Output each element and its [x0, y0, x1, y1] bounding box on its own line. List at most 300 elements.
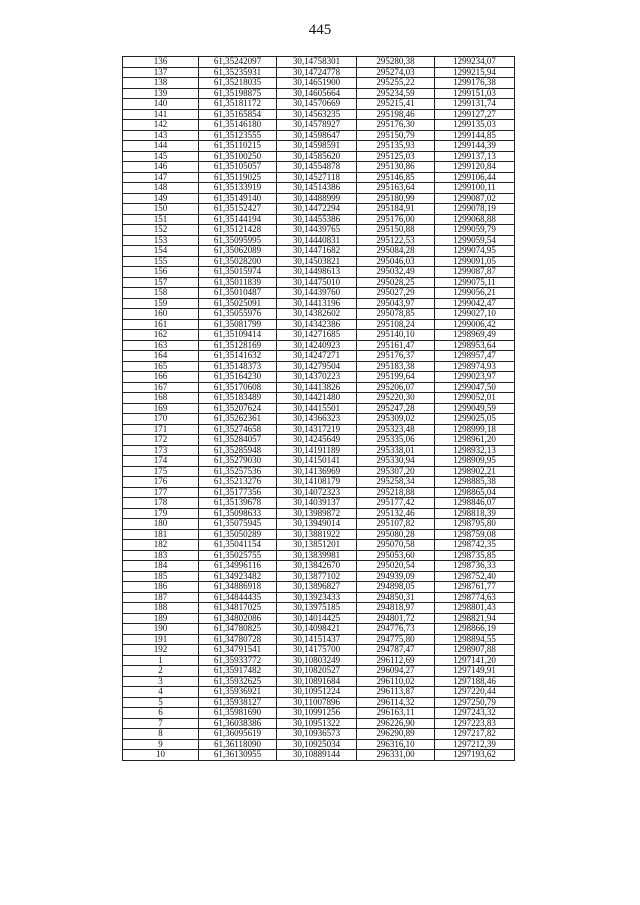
longitude-cell: 30,13881922	[277, 529, 357, 540]
latitude-cell: 61,34791541	[199, 645, 277, 656]
latitude-cell: 61,35146180	[199, 120, 277, 131]
y-coordinate-cell: 1298821,94	[435, 613, 515, 624]
table-row	[123, 498, 515, 509]
point-number-cell: 9	[123, 739, 199, 750]
table-row	[123, 246, 515, 257]
longitude-cell: 30,14382602	[277, 309, 357, 320]
point-number-cell: 181	[123, 529, 199, 540]
point-number-cell: 173	[123, 445, 199, 456]
y-coordinate-cell: 1298742,35	[435, 540, 515, 551]
y-coordinate-cell: 1298759,08	[435, 529, 515, 540]
x-coordinate-cell: 295046,03	[357, 256, 435, 267]
longitude-cell: 30,14370223	[277, 372, 357, 383]
longitude-cell: 30,14136969	[277, 466, 357, 477]
point-number-cell: 154	[123, 246, 199, 257]
longitude-cell: 30,14475010	[277, 277, 357, 288]
longitude-cell: 30,14554878	[277, 162, 357, 173]
y-coordinate-cell: 1298999,18	[435, 424, 515, 435]
x-coordinate-cell: 295176,00	[357, 214, 435, 225]
x-coordinate-cell: 295180,99	[357, 193, 435, 204]
y-coordinate-cell: 1298752,40	[435, 571, 515, 582]
y-coordinate-cell: 1299234,07	[435, 57, 515, 68]
y-coordinate-cell: 1299106,44	[435, 172, 515, 183]
point-number-cell: 185	[123, 571, 199, 582]
table-row	[123, 330, 515, 341]
latitude-cell: 61,35075945	[199, 519, 277, 530]
x-coordinate-cell: 295084,28	[357, 246, 435, 257]
latitude-cell: 61,35133919	[199, 183, 277, 194]
point-number-cell: 171	[123, 424, 199, 435]
y-coordinate-cell: 1299127,27	[435, 109, 515, 120]
latitude-cell: 61,35011839	[199, 277, 277, 288]
latitude-cell: 61,35257536	[199, 466, 277, 477]
point-number-cell: 156	[123, 267, 199, 278]
point-number-cell: 187	[123, 592, 199, 603]
x-coordinate-cell: 295043,97	[357, 298, 435, 309]
point-number-cell: 140	[123, 99, 199, 110]
latitude-cell: 61,35218035	[199, 78, 277, 89]
latitude-cell: 61,35917482	[199, 666, 277, 677]
point-number-cell: 160	[123, 309, 199, 320]
table-row	[123, 687, 515, 698]
latitude-cell: 61,35932625	[199, 676, 277, 687]
longitude-cell: 30,14317219	[277, 424, 357, 435]
longitude-cell: 30,14471682	[277, 246, 357, 257]
y-coordinate-cell: 1298865,04	[435, 487, 515, 498]
latitude-cell: 61,34923482	[199, 571, 277, 582]
longitude-cell: 30,14527118	[277, 172, 357, 183]
longitude-cell: 30,10951322	[277, 718, 357, 729]
x-coordinate-cell: 294818,97	[357, 603, 435, 614]
point-number-cell: 153	[123, 235, 199, 246]
latitude-cell: 61,35041154	[199, 540, 277, 551]
longitude-cell: 30,14245649	[277, 435, 357, 446]
point-number-cell: 162	[123, 330, 199, 341]
x-coordinate-cell: 295070,58	[357, 540, 435, 551]
x-coordinate-cell: 295177,42	[357, 498, 435, 509]
longitude-cell: 30,14413196	[277, 298, 357, 309]
longitude-cell: 30,10820527	[277, 666, 357, 677]
longitude-cell: 30,13877102	[277, 571, 357, 582]
longitude-cell: 30,14514386	[277, 183, 357, 194]
longitude-cell: 30,14439765	[277, 225, 357, 236]
y-coordinate-cell: 1299042,47	[435, 298, 515, 309]
latitude-cell: 61,36038386	[199, 718, 277, 729]
latitude-cell: 61,35183489	[199, 393, 277, 404]
table-row	[123, 676, 515, 687]
latitude-cell: 61,35242097	[199, 57, 277, 68]
longitude-cell: 30,14421480	[277, 393, 357, 404]
longitude-cell: 30,14498613	[277, 267, 357, 278]
x-coordinate-cell: 295028,25	[357, 277, 435, 288]
x-coordinate-cell: 295220,30	[357, 393, 435, 404]
latitude-cell: 61,36095619	[199, 729, 277, 740]
x-coordinate-cell: 294939,09	[357, 571, 435, 582]
y-coordinate-cell: 1298961,20	[435, 435, 515, 446]
table-row	[123, 267, 515, 278]
longitude-cell: 30,14072323	[277, 487, 357, 498]
longitude-cell: 30,14014425	[277, 613, 357, 624]
latitude-cell: 61,35123555	[199, 130, 277, 141]
x-coordinate-cell: 295234,59	[357, 88, 435, 99]
x-coordinate-cell: 295125,03	[357, 151, 435, 162]
y-coordinate-cell: 1299023,97	[435, 372, 515, 383]
point-number-cell: 184	[123, 561, 199, 572]
longitude-cell: 30,14439760	[277, 288, 357, 299]
longitude-cell: 30,14488999	[277, 193, 357, 204]
latitude-cell: 61,34817025	[199, 603, 277, 614]
point-number-cell: 141	[123, 109, 199, 120]
y-coordinate-cell: 1299120,84	[435, 162, 515, 173]
x-coordinate-cell: 295280,38	[357, 57, 435, 68]
y-coordinate-cell: 1297141,20	[435, 655, 515, 666]
y-coordinate-cell: 1297250,79	[435, 697, 515, 708]
longitude-cell: 30,14724778	[277, 67, 357, 78]
point-number-cell: 182	[123, 540, 199, 551]
y-coordinate-cell: 1298894,55	[435, 634, 515, 645]
table-row	[123, 508, 515, 519]
point-number-cell: 163	[123, 340, 199, 351]
x-coordinate-cell: 296316,10	[357, 739, 435, 750]
table-row	[123, 697, 515, 708]
point-number-cell: 167	[123, 382, 199, 393]
y-coordinate-cell: 1299068,88	[435, 214, 515, 225]
point-number-cell: 180	[123, 519, 199, 530]
y-coordinate-cell: 1298736,33	[435, 561, 515, 572]
table-row	[123, 204, 515, 215]
point-number-cell: 5	[123, 697, 199, 708]
table-row	[123, 382, 515, 393]
y-coordinate-cell: 1299075,11	[435, 277, 515, 288]
y-coordinate-cell: 1297217,82	[435, 729, 515, 740]
table-row	[123, 529, 515, 540]
point-number-cell: 136	[123, 57, 199, 68]
table-row	[123, 309, 515, 320]
y-coordinate-cell: 1298774,63	[435, 592, 515, 603]
point-number-cell: 178	[123, 498, 199, 509]
y-coordinate-cell: 1298846,07	[435, 498, 515, 509]
point-number-cell: 189	[123, 613, 199, 624]
longitude-cell: 30,13842670	[277, 561, 357, 572]
x-coordinate-cell: 295330,94	[357, 456, 435, 467]
point-number-cell: 4	[123, 687, 199, 698]
x-coordinate-cell: 295150,79	[357, 130, 435, 141]
table-row	[123, 519, 515, 530]
table-row	[123, 655, 515, 666]
longitude-cell: 30,13839981	[277, 550, 357, 561]
x-coordinate-cell: 296110,02	[357, 676, 435, 687]
longitude-cell: 30,13949014	[277, 519, 357, 530]
y-coordinate-cell: 1299176,38	[435, 78, 515, 89]
latitude-cell: 61,35285948	[199, 445, 277, 456]
table-row	[123, 540, 515, 551]
table-row	[123, 624, 515, 635]
longitude-cell: 30,14605664	[277, 88, 357, 99]
longitude-cell: 30,14108179	[277, 477, 357, 488]
table-row	[123, 172, 515, 183]
y-coordinate-cell: 1297149,91	[435, 666, 515, 677]
table-row	[123, 603, 515, 614]
latitude-cell: 61,35095995	[199, 235, 277, 246]
table-row	[123, 456, 515, 467]
longitude-cell: 30,14503821	[277, 256, 357, 267]
table-row	[123, 277, 515, 288]
y-coordinate-cell: 1298761,77	[435, 582, 515, 593]
x-coordinate-cell: 295176,30	[357, 120, 435, 131]
x-coordinate-cell: 296226,90	[357, 718, 435, 729]
x-coordinate-cell: 295255,22	[357, 78, 435, 89]
latitude-cell: 61,35028200	[199, 256, 277, 267]
coordinates-table	[122, 56, 515, 761]
latitude-cell: 61,36130955	[199, 750, 277, 761]
latitude-cell: 61,35165854	[199, 109, 277, 120]
point-number-cell: 172	[123, 435, 199, 446]
table-row	[123, 571, 515, 582]
y-coordinate-cell: 1299025,05	[435, 414, 515, 425]
latitude-cell: 61,35062089	[199, 246, 277, 257]
latitude-cell: 61,35055976	[199, 309, 277, 320]
y-coordinate-cell: 1297243,32	[435, 708, 515, 719]
x-coordinate-cell: 295107,82	[357, 519, 435, 530]
latitude-cell: 61,34780728	[199, 634, 277, 645]
x-coordinate-cell: 296114,32	[357, 697, 435, 708]
longitude-cell: 30,14570669	[277, 99, 357, 110]
point-number-cell: 152	[123, 225, 199, 236]
longitude-cell: 30,14098421	[277, 624, 357, 635]
point-number-cell: 139	[123, 88, 199, 99]
latitude-cell: 61,35181172	[199, 99, 277, 110]
longitude-cell: 30,14151437	[277, 634, 357, 645]
longitude-cell: 30,14415501	[277, 403, 357, 414]
longitude-cell: 30,14455386	[277, 214, 357, 225]
table-row	[123, 613, 515, 624]
latitude-cell: 61,35149140	[199, 193, 277, 204]
point-number-cell: 6	[123, 708, 199, 719]
table-row	[123, 319, 515, 330]
y-coordinate-cell: 1299135,03	[435, 120, 515, 131]
x-coordinate-cell: 295020,54	[357, 561, 435, 572]
y-coordinate-cell: 1298969,49	[435, 330, 515, 341]
longitude-cell: 30,14758301	[277, 57, 357, 68]
latitude-cell: 61,35110215	[199, 141, 277, 152]
latitude-cell: 61,35936921	[199, 687, 277, 698]
latitude-cell: 61,35177356	[199, 487, 277, 498]
x-coordinate-cell: 294850,31	[357, 592, 435, 603]
longitude-cell: 30,14366323	[277, 414, 357, 425]
table-row	[123, 435, 515, 446]
latitude-cell: 61,35279030	[199, 456, 277, 467]
table-row	[123, 561, 515, 572]
latitude-cell: 61,35152427	[199, 204, 277, 215]
point-number-cell: 166	[123, 372, 199, 383]
latitude-cell: 61,35025091	[199, 298, 277, 309]
longitude-cell: 30,14563235	[277, 109, 357, 120]
longitude-cell: 30,11007896	[277, 697, 357, 708]
table-row	[123, 750, 515, 761]
table-row	[123, 351, 515, 362]
point-number-cell: 179	[123, 508, 199, 519]
y-coordinate-cell: 1298932,13	[435, 445, 515, 456]
y-coordinate-cell: 1298902,21	[435, 466, 515, 477]
longitude-cell: 30,14598647	[277, 130, 357, 141]
table-row	[123, 393, 515, 404]
longitude-cell: 30,14472294	[277, 204, 357, 215]
point-number-cell: 159	[123, 298, 199, 309]
point-number-cell: 174	[123, 456, 199, 467]
longitude-cell: 30,14578927	[277, 120, 357, 131]
longitude-cell: 30,13851201	[277, 540, 357, 551]
longitude-cell: 30,14440831	[277, 235, 357, 246]
point-number-cell: 165	[123, 361, 199, 372]
longitude-cell: 30,10889144	[277, 750, 357, 761]
x-coordinate-cell: 295218,88	[357, 487, 435, 498]
table-row	[123, 634, 515, 645]
longitude-cell: 30,13989872	[277, 508, 357, 519]
x-coordinate-cell: 296113,87	[357, 687, 435, 698]
longitude-cell: 30,10951224	[277, 687, 357, 698]
latitude-cell: 61,35981690	[199, 708, 277, 719]
point-number-cell: 1	[123, 655, 199, 666]
point-number-cell: 168	[123, 393, 199, 404]
point-number-cell: 143	[123, 130, 199, 141]
longitude-cell: 30,10936573	[277, 729, 357, 740]
table-row	[123, 193, 515, 204]
y-coordinate-cell: 1297188,46	[435, 676, 515, 687]
y-coordinate-cell: 1299215,94	[435, 67, 515, 78]
y-coordinate-cell: 1297212,39	[435, 739, 515, 750]
latitude-cell: 61,35098633	[199, 508, 277, 519]
table-row	[123, 256, 515, 267]
table-row	[123, 487, 515, 498]
point-number-cell: 183	[123, 550, 199, 561]
longitude-cell: 30,14342386	[277, 319, 357, 330]
longitude-cell: 30,14150141	[277, 456, 357, 467]
point-number-cell: 177	[123, 487, 199, 498]
longitude-cell: 30,13923433	[277, 592, 357, 603]
x-coordinate-cell: 294776,73	[357, 624, 435, 635]
point-number-cell: 176	[123, 477, 199, 488]
x-coordinate-cell: 296331,00	[357, 750, 435, 761]
point-number-cell: 145	[123, 151, 199, 162]
longitude-cell: 30,10991256	[277, 708, 357, 719]
x-coordinate-cell: 295307,20	[357, 466, 435, 477]
page-number: 445	[308, 22, 332, 38]
table-row	[123, 372, 515, 383]
point-number-cell: 151	[123, 214, 199, 225]
longitude-cell: 30,10925034	[277, 739, 357, 750]
latitude-cell: 61,35109414	[199, 330, 277, 341]
point-number-cell: 150	[123, 204, 199, 215]
y-coordinate-cell: 1298885,38	[435, 477, 515, 488]
y-coordinate-cell: 1299047,50	[435, 382, 515, 393]
y-coordinate-cell: 1299144,85	[435, 130, 515, 141]
point-number-cell: 186	[123, 582, 199, 593]
table-row	[123, 477, 515, 488]
point-number-cell: 2	[123, 666, 199, 677]
latitude-cell: 61,35213276	[199, 477, 277, 488]
point-number-cell: 158	[123, 288, 199, 299]
x-coordinate-cell: 295150,88	[357, 225, 435, 236]
latitude-cell: 61,35105057	[199, 162, 277, 173]
latitude-cell: 61,35938127	[199, 697, 277, 708]
table-row	[123, 183, 515, 194]
latitude-cell: 61,35121428	[199, 225, 277, 236]
x-coordinate-cell: 295078,85	[357, 309, 435, 320]
table-row	[123, 340, 515, 351]
x-coordinate-cell: 295135,93	[357, 141, 435, 152]
y-coordinate-cell: 1299151,03	[435, 88, 515, 99]
x-coordinate-cell: 295080,28	[357, 529, 435, 540]
x-coordinate-cell: 295309,02	[357, 414, 435, 425]
point-number-cell: 144	[123, 141, 199, 152]
x-coordinate-cell: 295206,07	[357, 382, 435, 393]
point-number-cell: 190	[123, 624, 199, 635]
latitude-cell: 61,35933772	[199, 655, 277, 666]
y-coordinate-cell: 1297193,62	[435, 750, 515, 761]
y-coordinate-cell: 1299056,21	[435, 288, 515, 299]
table-row	[123, 403, 515, 414]
y-coordinate-cell: 1299137,13	[435, 151, 515, 162]
y-coordinate-cell: 1299087,02	[435, 193, 515, 204]
x-coordinate-cell: 295184,91	[357, 204, 435, 215]
table-row	[123, 424, 515, 435]
latitude-cell: 61,35164230	[199, 372, 277, 383]
table-row	[123, 666, 515, 677]
point-number-cell: 169	[123, 403, 199, 414]
latitude-cell: 61,35015974	[199, 267, 277, 278]
x-coordinate-cell: 295122,53	[357, 235, 435, 246]
point-number-cell: 7	[123, 718, 199, 729]
longitude-cell: 30,14279504	[277, 361, 357, 372]
table-row	[123, 361, 515, 372]
x-coordinate-cell: 295032,49	[357, 267, 435, 278]
table-row	[123, 288, 515, 299]
point-number-cell: 148	[123, 183, 199, 194]
x-coordinate-cell: 296112,69	[357, 655, 435, 666]
x-coordinate-cell: 295183,38	[357, 361, 435, 372]
point-number-cell: 149	[123, 193, 199, 204]
latitude-cell: 61,35262361	[199, 414, 277, 425]
table-row	[123, 235, 515, 246]
latitude-cell: 61,36118090	[199, 739, 277, 750]
x-coordinate-cell: 295140,10	[357, 330, 435, 341]
y-coordinate-cell: 1299074,95	[435, 246, 515, 257]
y-coordinate-cell: 1299059,54	[435, 235, 515, 246]
y-coordinate-cell: 1299059,79	[435, 225, 515, 236]
x-coordinate-cell: 295146,85	[357, 172, 435, 183]
x-coordinate-cell: 294775,80	[357, 634, 435, 645]
table-row	[123, 141, 515, 152]
coordinates-table-body	[123, 57, 515, 761]
point-number-cell: 3	[123, 676, 199, 687]
table-row	[123, 582, 515, 593]
latitude-cell: 61,35274658	[199, 424, 277, 435]
y-coordinate-cell: 1298907,88	[435, 645, 515, 656]
point-number-cell: 10	[123, 750, 199, 761]
latitude-cell: 61,35198875	[199, 88, 277, 99]
x-coordinate-cell: 295163,64	[357, 183, 435, 194]
x-coordinate-cell: 295199,64	[357, 372, 435, 383]
latitude-cell: 61,35128169	[199, 340, 277, 351]
x-coordinate-cell: 296290,89	[357, 729, 435, 740]
y-coordinate-cell: 1299027,10	[435, 309, 515, 320]
latitude-cell: 61,34844435	[199, 592, 277, 603]
x-coordinate-cell: 296163,11	[357, 708, 435, 719]
longitude-cell: 30,10891684	[277, 676, 357, 687]
point-number-cell: 188	[123, 603, 199, 614]
point-number-cell: 192	[123, 645, 199, 656]
table-row	[123, 162, 515, 173]
